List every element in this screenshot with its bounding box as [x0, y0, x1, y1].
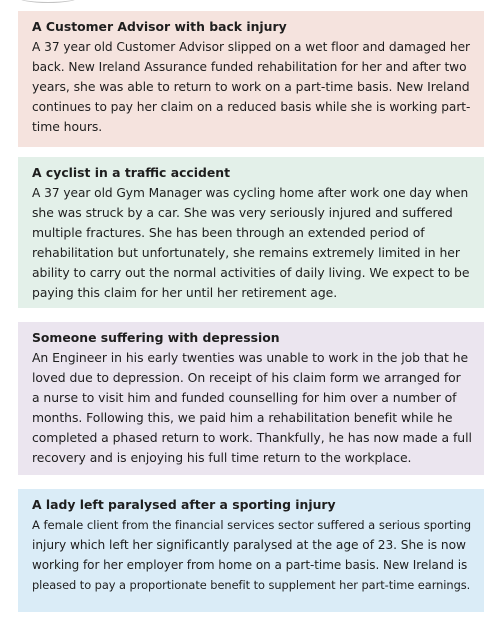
case-text-line: ability to carry out the normal activities of daily living. We expect to be: [32, 265, 470, 280]
case-text-line: An Engineer in his early twenties was unable to work in the job that he: [32, 350, 469, 365]
case-text-line: A 37 year old Gym Manager was cycling home after work one day when: [32, 186, 469, 200]
case-text-line: a nurse to visit him and funded counselling for him over a number of: [32, 390, 457, 405]
case-study-cyclist: [18, 157, 484, 308]
top-decoration: [18, 0, 78, 4]
case-text-line: pleased to pay a proportionate benefit to supplement her part-time earnings.: [32, 578, 471, 592]
case-text-line: working for her employer from home on a part-time basis. New Ireland is: [32, 558, 468, 572]
case-title: A cyclist in a traffic accident: [32, 165, 231, 180]
case-title: A lady left paralysed after a sporting injury: [32, 497, 336, 512]
case-text-line: she was struck by a car. She was very seriously injured and suffered: [32, 205, 453, 220]
case-text-line: loved due to depression. On receipt of his claim form we arranged for: [32, 370, 461, 385]
case-text-line: rehabilitation but unfortunately, she remains extremely limited in her: [32, 245, 460, 260]
case-study-depression: [18, 322, 484, 475]
case-study-sporting-injury: [18, 489, 484, 612]
case-title: A Customer Advisor with back injury: [32, 19, 287, 34]
case-text-line: injury which left her significantly paralysed at the age of 23. She is now: [32, 538, 466, 552]
case-text-line: completed a phased return to work. Thankfully, he has now made a full: [32, 430, 472, 445]
case-text-line: multiple fractures. She has been through an extended period of: [32, 225, 425, 240]
case-text-line: months. Following this, we paid him a rehabilitation benefit while he: [32, 410, 453, 425]
case-text-line: back. New Ireland Assurance funded rehabilitation for her and after two: [32, 60, 467, 74]
case-text-line: time hours.: [32, 119, 103, 134]
case-text-line: paying this claim for her until her retirement age.: [32, 285, 338, 300]
case-text-line: recovery and is enjoying his full time return to the workplace.: [32, 450, 412, 465]
case-text-line: years, she was able to return to work on a part-time basis. New Ireland: [32, 79, 470, 94]
case-study-back-injury: [18, 11, 484, 147]
case-text-line: A female client from the financial services sector suffered a serious sporting: [32, 518, 472, 532]
case-text-line: A 37 year old Customer Advisor slipped on a wet floor and damaged her: [32, 40, 471, 54]
case-text-line: continues to pay her claim on a reduced basis while she is working part-: [32, 100, 471, 114]
case-title: Someone suffering with depression: [32, 330, 280, 345]
